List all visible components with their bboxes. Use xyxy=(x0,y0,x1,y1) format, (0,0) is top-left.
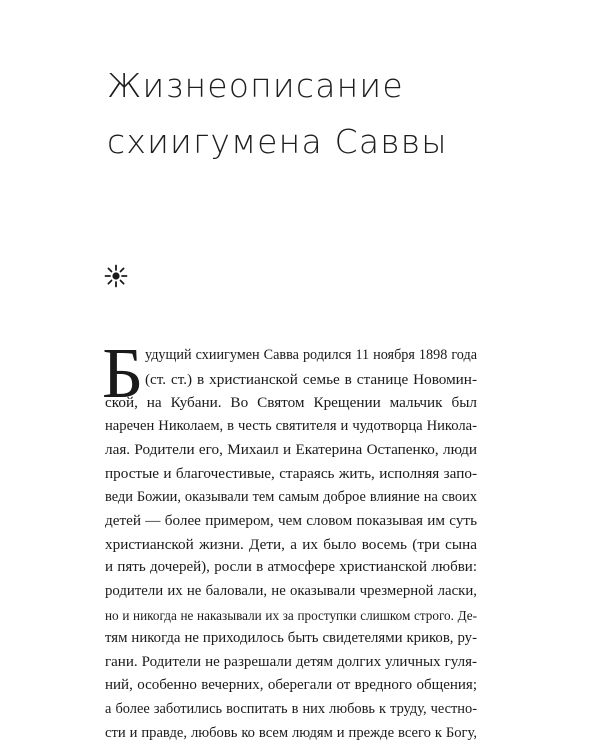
chapter-body xyxy=(102,333,477,745)
body-line: христианской жизни. Дети, а их было восемь (три сына xyxy=(105,535,477,553)
body-line: гани. Родители не разрешали детям долгих уличных гуля- xyxy=(105,653,477,670)
body-line: ний, особенно вечерних, оберегали от вредного общения; xyxy=(105,677,477,694)
body-line: удущий схиигумен Савва родился 11 ноября 1898 года xyxy=(145,347,477,363)
chapter-title xyxy=(107,58,448,170)
body-line: наречен Николаем, в честь святителя и чудотворца Никола- xyxy=(105,417,477,434)
body-line: а более заботились воспитать в них любовь к труду, честно- xyxy=(105,700,477,717)
chapter-title-line-2: схиигумена Саввы xyxy=(107,122,448,161)
body-line: ской, на Кубани. Во Святом Крещении мальчик был xyxy=(105,394,477,412)
body-line: но и никогда не наказывали их за проступки слишком строго. Де- xyxy=(105,607,477,623)
body-line: (ст. ст.) в христианской семье в станице Новомин- xyxy=(145,370,477,388)
body-line: простые и благочестивые, стараясь жить, исполняя запо- xyxy=(105,464,477,482)
drop-cap: Б xyxy=(102,333,144,413)
chapter-title-line-1: Жизнеописание xyxy=(107,66,404,105)
sun-ornament-icon xyxy=(104,264,128,288)
body-line: детей — более примером, чем словом показывая им суть xyxy=(105,512,477,530)
body-line: родители их не баловали, не оказывали чрезмерной ласки, xyxy=(105,582,477,599)
body-line: и пять дочерей), росли в атмосфере христианской любви: xyxy=(105,559,477,576)
body-line: тям никогда не приходилось быть свидетелями криков, ру- xyxy=(105,630,477,647)
body-line: сти и правде, любовь ко всем людям и прежде всего к Богу, xyxy=(105,724,477,741)
body-line: веди Божии, оказывали тем самым доброе влияние на своих xyxy=(105,488,477,505)
body-line: лая. Родители его, Михаил и Екатерина Остапенко, люди xyxy=(105,441,477,459)
